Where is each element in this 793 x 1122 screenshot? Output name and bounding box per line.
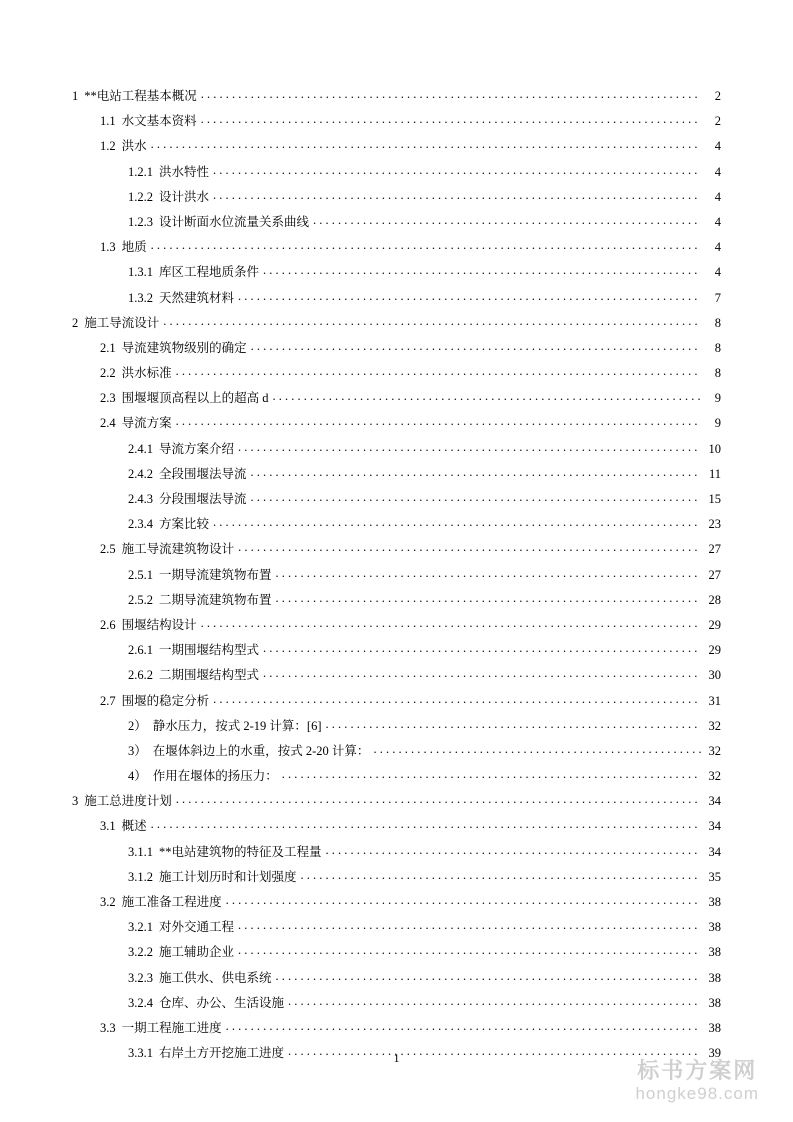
toc-entry[interactable] [72,1020,721,1045]
toc-entry-page: 8 [714,366,721,381]
toc-leader-dots [151,239,701,251]
watermark-en-text: hongke98.com [635,1083,759,1103]
toc-entry-number: 1 [72,89,79,103]
toc-entry-title: 施工计划历时和计划强度 [159,869,297,884]
toc-entry[interactable] [72,768,721,793]
toc-entry-page: 4 [714,189,721,204]
toc-leader-dots [263,642,701,654]
toc-entry[interactable] [72,667,721,692]
toc-entry-title: 洪水特性 [159,164,210,179]
toc-entry-title: 围堰结构设计 [121,617,197,632]
toc-leader-dots [176,793,701,805]
toc-entry[interactable] [72,340,721,365]
toc-entry-number: 1.3 [100,240,116,255]
toc-entry-title: 施工辅助企业 [159,945,235,960]
toc-entry-title: 施工供水、供电系统 [159,970,272,985]
toc-entry-number: 2.5.1 [128,567,153,582]
toc-leader-dots [282,768,701,780]
toc-entry[interactable] [72,970,721,995]
toc-leader-dots [201,113,701,125]
toc-entry-title: 一期围堰结构型式 [159,643,260,658]
toc-leader-dots [373,743,701,755]
toc-entry-page: 27 [708,567,721,582]
toc-leader-dots [238,919,701,931]
toc-entry-page: 15 [708,492,721,506]
toc-entry-page: 39 [708,1046,721,1061]
toc-entry[interactable] [72,113,721,138]
toc-entry-page: 38 [708,895,721,909]
toc-leader-dots [176,415,701,427]
toc-leader-dots [201,617,701,629]
toc-entry-number: 1.3.2 [128,290,153,305]
toc-leader-dots [276,970,701,982]
toc-entry-page: 32 [708,769,721,784]
toc-entry-number: 2.6.1 [128,643,153,658]
toc-leader-dots [213,164,701,176]
toc-entry-page: 9 [714,391,721,406]
toc-entry[interactable] [72,415,721,440]
toc-entry-title: 天然建筑材料 [159,290,235,305]
toc-entry-number: 1.3.1 [128,265,153,280]
toc-entry-title: 施工准备工程进度 [121,895,222,909]
toc-entry-page: 28 [708,592,721,607]
toc-entry-number: 1.2 [100,139,116,154]
toc-entry-page: 10 [708,441,721,456]
toc-entry-title: 水文基本资料 [121,114,197,129]
toc-entry-title: 仓库、办公、生活设施 [159,995,285,1010]
toc-entry-number: 2.6 [100,617,116,632]
toc-entry-title: 施工导流建筑物设计 [121,542,235,557]
toc-entry-page: 32 [708,718,721,733]
toc-leader-dots [201,88,701,100]
toc-leader-dots [226,1020,701,1032]
toc-leader-dots [151,138,701,150]
toc-entry-number: 2.3 [100,391,116,406]
toc-leader-dots [176,365,701,377]
toc-entry-number: 2.5.2 [128,592,153,607]
footer-page-number: 1 [393,1051,400,1065]
toc-entry-number: 3 [72,794,79,809]
toc-entry-number: 2 [72,315,79,330]
toc-entry[interactable] [72,944,721,969]
toc-entry-number: 3.3 [100,1020,116,1035]
toc-entry-page: 7 [714,290,721,305]
toc-entry[interactable] [72,995,721,1020]
toc-entry[interactable] [72,290,721,315]
toc-entry-number: 3） [128,743,147,758]
toc-entry[interactable] [72,793,721,818]
toc-leader-dots [213,189,701,201]
toc-entry[interactable] [72,844,721,869]
toc-entry[interactable] [72,718,721,743]
toc-entry-number: 2.6.2 [128,668,153,683]
toc-entry-title: 设计洪水 [159,189,210,204]
toc-entry-title: 一期导流建筑物布置 [159,567,272,582]
toc-entry-title: 二期围堰结构型式 [159,668,260,683]
toc-entry-page: 27 [708,542,721,557]
toc-entry[interactable] [72,315,721,340]
toc-entry[interactable] [72,567,721,592]
toc-entry-title: 分段围堰法导流 [159,492,247,506]
toc-entry-page: 4 [714,164,721,179]
toc-leader-dots [276,592,701,604]
toc-entry[interactable] [72,869,721,894]
toc-entry-page: 32 [708,743,721,758]
toc-entry-page: 4 [714,265,721,280]
toc-entry-title: 导流方案介绍 [159,441,235,456]
toc-leader-dots [326,844,701,856]
toc-entry[interactable] [72,894,721,919]
toc-entry-page: 23 [708,517,721,532]
toc-entry-number: 2.7 [100,693,116,708]
toc-entry[interactable] [72,88,721,113]
toc-entry-page: 38 [708,920,721,935]
toc-leader-dots [301,869,701,881]
toc-leader-dots [251,466,701,478]
toc-leader-dots [263,264,701,276]
toc-entry[interactable] [72,919,721,944]
watermark-cn-text: 标书方案网 [637,1058,758,1084]
toc-entry[interactable] [72,491,721,516]
toc-entry-page: 38 [708,945,721,960]
toc-entry[interactable] [72,365,721,390]
toc-entry-title: 洪水标准 [121,366,172,381]
toc-entry[interactable] [72,164,721,189]
toc-entry-title: **电站工程基本概况 [84,89,197,103]
toc-entry-page: 34 [708,794,721,809]
toc-entry-number: 2.4.2 [128,466,153,481]
toc-entry[interactable] [72,743,721,768]
toc-entry-number: 3.2.4 [128,995,153,1010]
toc-entry-number: 3.2.3 [128,970,153,985]
toc-entry[interactable] [72,390,721,415]
toc-leader-dots [238,944,701,956]
toc-entry-title: 一期工程施工进度 [121,1020,222,1035]
toc-entry[interactable] [72,516,721,541]
toc-entry-page: 29 [708,617,721,632]
toc-leader-dots [163,315,701,327]
toc-leader-dots [151,818,701,830]
toc-entry-title: 设计断面水位流量关系曲线 [159,214,310,229]
toc-entry-page: 4 [714,139,721,154]
toc-entry-number: 2.1 [100,340,116,355]
toc-entry-title: 静水压力，按式 2-19 计算：[6] [152,718,322,733]
toc-entry-page: 29 [708,643,721,658]
toc-entry-title: 围堰堰顶高程以上的超高 d [121,391,269,406]
toc-entry-title: 右岸土方开挖施工进度 [159,1046,285,1061]
toc-leader-dots [313,214,701,226]
toc-leader-dots [251,340,701,352]
toc-entry-title: 库区工程地质条件 [159,265,260,280]
toc-leader-dots [213,516,701,528]
toc-entry-page: 31 [708,693,721,708]
toc-entry-number: 2.2 [100,366,116,381]
toc-leader-dots [238,290,701,302]
toc-entry[interactable] [72,617,721,642]
toc-leader-dots [288,995,701,1007]
toc-entry-number: 1.2.1 [128,164,153,179]
toc-entry-page: 8 [714,340,721,355]
toc-leader-dots [238,541,701,553]
toc-entry-number: 3.1.2 [128,869,153,884]
toc-entry-title: 导流建筑物级别的确定 [121,340,247,355]
toc-entry[interactable] [72,239,721,264]
toc-entry[interactable] [72,693,721,718]
toc-entry-number: 3.2.1 [128,920,153,935]
toc-entry-title: 施工导流设计 [84,315,160,330]
toc-entry[interactable] [72,541,721,566]
toc-leader-dots [326,718,701,730]
toc-entry-page: 4 [714,214,721,229]
toc-entry[interactable] [72,441,721,466]
toc-entry[interactable] [72,642,721,667]
toc-leader-dots [273,390,701,402]
toc-entry-page: 2 [714,89,721,103]
toc-entry-title: 全段围堰法导流 [159,466,247,481]
toc-entry-number: 2.3.4 [128,517,153,532]
toc-entry-page: 8 [714,315,721,330]
toc-entry-number: 2.4.3 [128,492,153,506]
toc-entry-page: 34 [708,819,721,834]
toc-entry-page: 38 [708,1020,721,1035]
toc-entry-page: 35 [708,869,721,884]
toc-entry-title: 施工总进度计划 [84,794,172,809]
toc-entry-number: 3.2 [100,895,116,909]
toc-leader-dots [276,567,701,579]
watermark [635,1058,759,1104]
toc-entry-title: 在堰体斜边上的水重，按式 2-20 计算： [152,743,370,758]
table-of-contents [72,88,721,1070]
toc-entry-page: 30 [708,668,721,683]
toc-entry-number: 3.1 [100,819,116,834]
toc-entry-title: 对外交通工程 [159,920,235,935]
toc-leader-dots [226,894,701,906]
toc-entry-page: 38 [708,995,721,1010]
toc-entry[interactable] [72,189,721,214]
toc-leader-dots [238,441,701,453]
toc-entry-page: 4 [714,240,721,255]
toc-entry-number: 1.2.2 [128,189,153,204]
toc-entry-title: 作用在堰体的扬压力： [152,769,278,784]
toc-entry-number: 2） [128,718,147,733]
toc-leader-dots [263,667,701,679]
toc-leader-dots [213,693,701,705]
toc-entry-page: 38 [708,970,721,985]
toc-entry[interactable] [72,818,721,843]
toc-entry-number: 1.2.3 [128,214,153,229]
toc-entry-title: 概述 [121,819,147,834]
toc-entry-page: 34 [708,844,721,859]
toc-entry-title: 洪水 [121,139,147,154]
toc-entry-number: 4） [128,769,147,784]
toc-entry[interactable] [72,466,721,491]
toc-entry-title: **电站建筑物的特征及工程量 [159,844,322,859]
toc-entry-number: 3.3.1 [128,1046,153,1061]
toc-entry-title: 地质 [121,240,147,255]
toc-entry-page: 2 [714,114,721,129]
toc-entry[interactable] [72,214,721,239]
toc-entry-number: 1.1 [100,114,116,129]
toc-entry-number: 2.4.1 [128,441,153,456]
toc-entry[interactable] [72,592,721,617]
toc-entry-number: 3.1.1 [128,844,153,859]
toc-entry-title: 方案比较 [159,517,210,532]
toc-entry[interactable] [72,264,721,289]
toc-entry-title: 二期导流建筑物布置 [159,592,272,607]
toc-leader-dots [251,491,701,503]
toc-entry-title: 导流方案 [121,416,172,431]
toc-entry[interactable] [72,138,721,163]
toc-entry-number: 2.4 [100,416,116,431]
toc-entry-number: 3.2.2 [128,945,153,960]
toc-entry-page: 9 [714,416,721,431]
toc-entry-title: 围堰的稳定分析 [121,693,210,708]
toc-entry-number: 2.5 [100,542,116,557]
toc-entry-page: 11 [708,466,721,481]
